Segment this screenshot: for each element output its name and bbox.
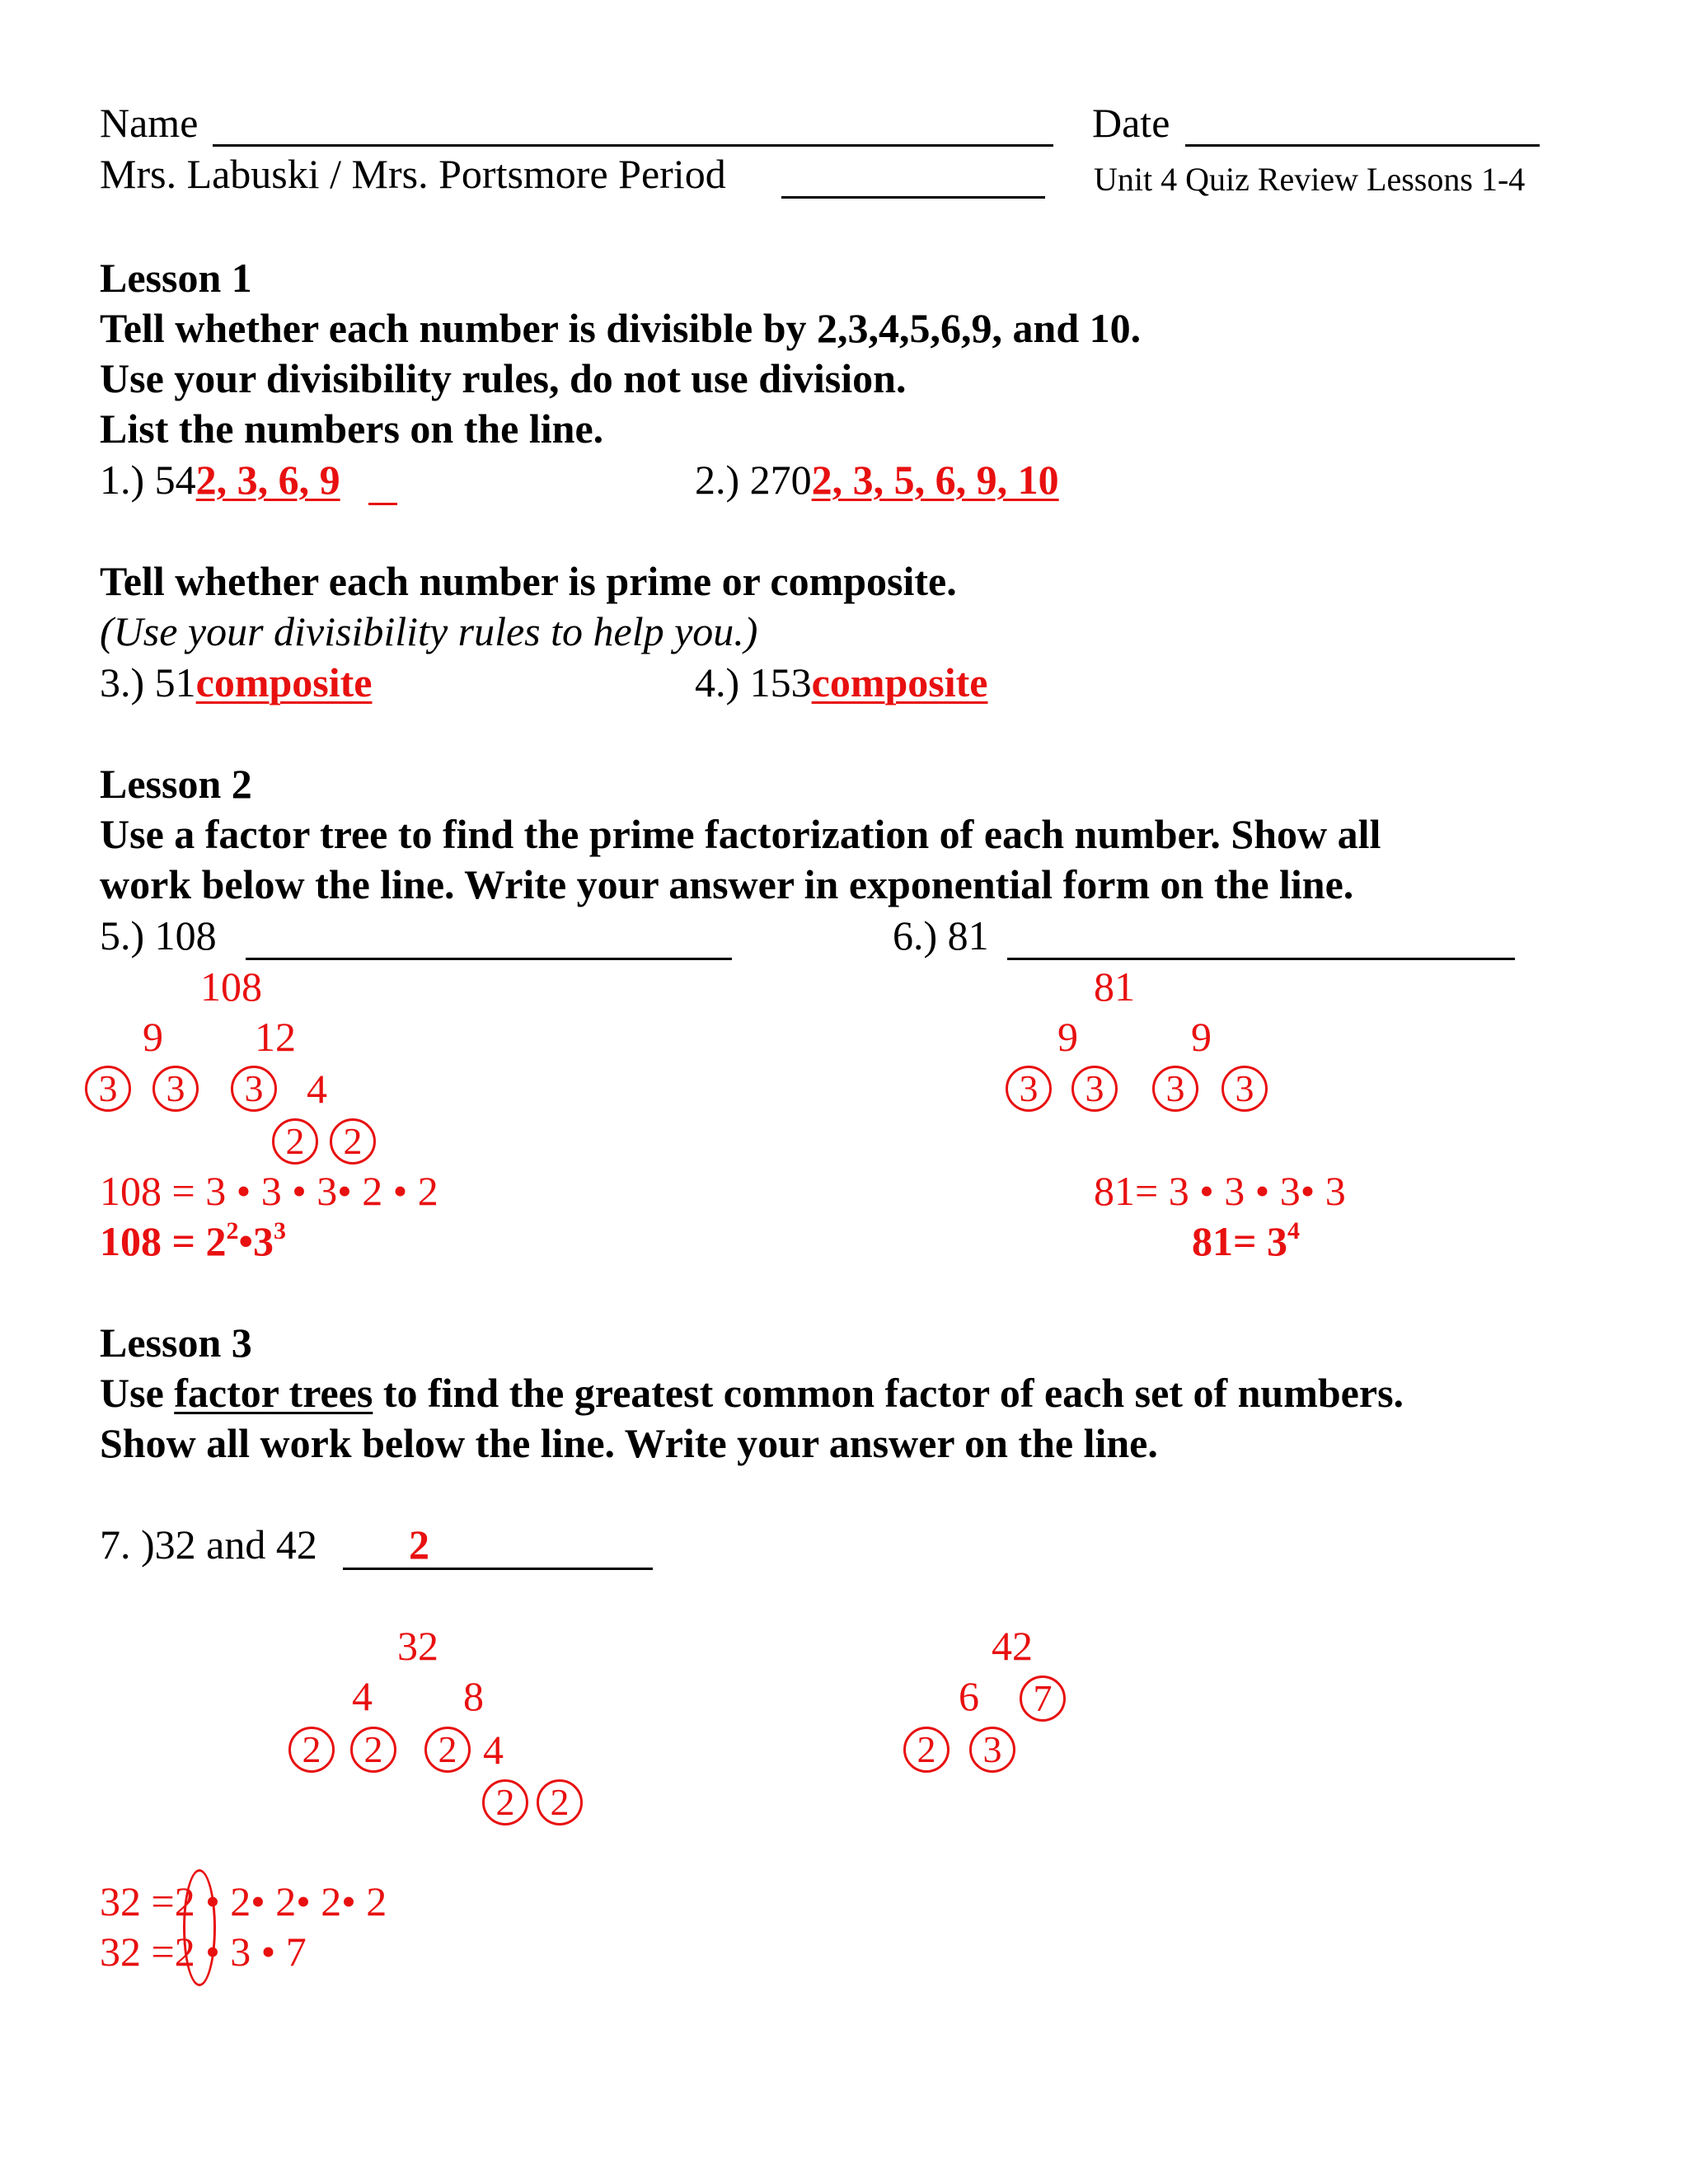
- question-7-answer: 2: [409, 1521, 429, 1568]
- q5-expanded-form: 108 = 3 • 3 • 3• 2 • 2: [100, 1168, 438, 1214]
- q5-prime-circle: 3: [85, 1066, 131, 1112]
- question-3: [100, 659, 373, 705]
- question-2-answer: 2, 3, 5, 6, 9, 10: [811, 457, 1059, 503]
- question-3-label: 3.) 51: [100, 659, 196, 705]
- q7-prime-circle: 3: [969, 1727, 1015, 1773]
- q6-exponential-form: [1192, 1217, 1300, 1264]
- q6-prime-circle: 3: [1152, 1066, 1198, 1112]
- q7-prime-circle: 2: [482, 1779, 528, 1825]
- q6-tree-factor: 9: [1191, 1014, 1212, 1060]
- q6-expanded-form: 81= 3 • 3 • 3• 3: [1094, 1168, 1346, 1214]
- lesson3-instr-post: to find the greatest common factor of each set of numbers.: [373, 1370, 1404, 1416]
- q6-tree-root: 81: [1094, 963, 1135, 1010]
- question-5-blank[interactable]: [246, 958, 732, 960]
- q7-tree32-root: 32: [397, 1623, 438, 1669]
- q6-tree-factor: 9: [1057, 1014, 1078, 1060]
- lesson1-instruction-2: Use your divisibility rules, do not use division.: [100, 355, 907, 401]
- lesson1-heading: Lesson 1: [100, 255, 252, 301]
- lesson2-instruction-1: Use a factor tree to find the prime factorization of each number. Show all: [100, 811, 1381, 857]
- q5-prime-circle: 2: [330, 1118, 376, 1165]
- q5-exp-prefix: 108 = 2: [100, 1218, 227, 1264]
- question-1: [100, 457, 340, 503]
- q7-factor-line-a: [100, 1878, 387, 1924]
- q7-line-a-rest: • 2• 2• 2• 2: [195, 1878, 387, 1924]
- lesson2-instruction-2: work below the line. Write your answer in exponential form on the line.: [100, 861, 1354, 907]
- period-blank[interactable]: [781, 196, 1045, 199]
- question-1-label: 1.) 54: [100, 457, 196, 503]
- lesson3-instr-underlined: factor trees: [174, 1370, 373, 1416]
- question-4-label: 4.) 153: [695, 659, 812, 705]
- q7-prime-circle: 2: [537, 1779, 583, 1825]
- lesson2-heading: Lesson 2: [100, 761, 252, 807]
- question-3-answer: composite: [195, 659, 373, 705]
- q7-tree32-factor: 4: [352, 1673, 373, 1719]
- date-blank[interactable]: [1185, 144, 1540, 147]
- q6-prime-circle: 3: [1071, 1066, 1118, 1112]
- lesson3-instruction-2: Show all work below the line. Write your answer on the line.: [100, 1420, 1158, 1466]
- q6-exp-prefix: 81= 3: [1192, 1218, 1287, 1264]
- lesson3-instruction-1: [100, 1370, 1404, 1416]
- question-7-blank[interactable]: [343, 1568, 653, 1570]
- q6-exponent: 4: [1287, 1217, 1300, 1244]
- lesson3-heading: Lesson 3: [100, 1319, 252, 1366]
- q5-tree-root: 108: [200, 963, 262, 1010]
- lesson1-instruction-3: List the numbers on the line.: [100, 405, 604, 452]
- question-6-label: 6.) 81: [893, 912, 989, 958]
- q7-tree42-factor: 6: [959, 1673, 979, 1719]
- q7-tree32-factor: 4: [483, 1727, 504, 1773]
- question-6-blank[interactable]: [1007, 958, 1515, 960]
- name-blank[interactable]: [213, 144, 1053, 147]
- unit-title: Unit 4 Quiz Review Lessons 1-4: [1094, 161, 1526, 198]
- prime-hint: (Use your divisibility rules to help you.): [100, 608, 758, 654]
- q7-line-b-rest: • 3 • 7: [195, 1929, 307, 1975]
- question-4-answer: composite: [811, 659, 988, 705]
- lesson3-instr-pre: Use: [100, 1370, 175, 1416]
- q7-common-factor-oval: [183, 1869, 216, 1986]
- teacher-line: Mrs. Labuski / Mrs. Portsmore Period: [100, 151, 726, 197]
- q5-tree-factor: 12: [255, 1014, 296, 1060]
- q5-prime-circle: 3: [152, 1066, 199, 1112]
- question-2-label: 2.) 270: [695, 457, 812, 503]
- q5-prime-circle: 2: [272, 1118, 318, 1165]
- question-2: [695, 457, 1059, 503]
- date-label: Date: [1092, 100, 1170, 146]
- q6-prime-circle: 3: [1221, 1066, 1268, 1112]
- q7-prime-circle: 2: [350, 1727, 396, 1773]
- question-4: [695, 659, 988, 705]
- q7-line-b-prefix: 32 =: [100, 1929, 175, 1975]
- q7-prime-circle: 2: [903, 1727, 950, 1773]
- q7-tree32-factor: 8: [463, 1673, 484, 1719]
- q7-prime-circle: 7: [1020, 1675, 1066, 1722]
- q5-exponent: 2: [226, 1217, 239, 1244]
- q6-prime-circle: 3: [1006, 1066, 1052, 1112]
- q7-line-b-first: 2: [174, 1929, 195, 1975]
- q5-tree-factor: 9: [143, 1014, 163, 1060]
- question-1-answer-line: [368, 503, 397, 505]
- question-5-label: 5.) 108: [100, 912, 217, 958]
- q7-prime-circle: 2: [424, 1727, 471, 1773]
- q7-line-a-first: 2: [174, 1878, 195, 1924]
- lesson1-instruction-1: Tell whether each number is divisible by 2,3,4,5,6,9, and 10.: [100, 305, 1142, 351]
- q7-prime-circle: 2: [288, 1727, 335, 1773]
- q5-prime-circle: 3: [231, 1066, 277, 1112]
- q5-exponent: 3: [274, 1217, 287, 1244]
- q5-tree-factor: 4: [307, 1066, 327, 1112]
- prime-instruction: Tell whether each number is prime or composite.: [100, 558, 957, 604]
- question-7-label: 7. )32 and 42: [100, 1521, 317, 1568]
- q7-line-a-prefix: 32 =: [100, 1878, 175, 1924]
- q5-exponential-form: [100, 1217, 287, 1264]
- question-1-answer: 2, 3, 6, 9: [195, 457, 340, 503]
- q5-exp-mid: •3: [238, 1218, 274, 1264]
- name-label: Name: [100, 100, 199, 146]
- q7-tree42-root: 42: [992, 1623, 1033, 1669]
